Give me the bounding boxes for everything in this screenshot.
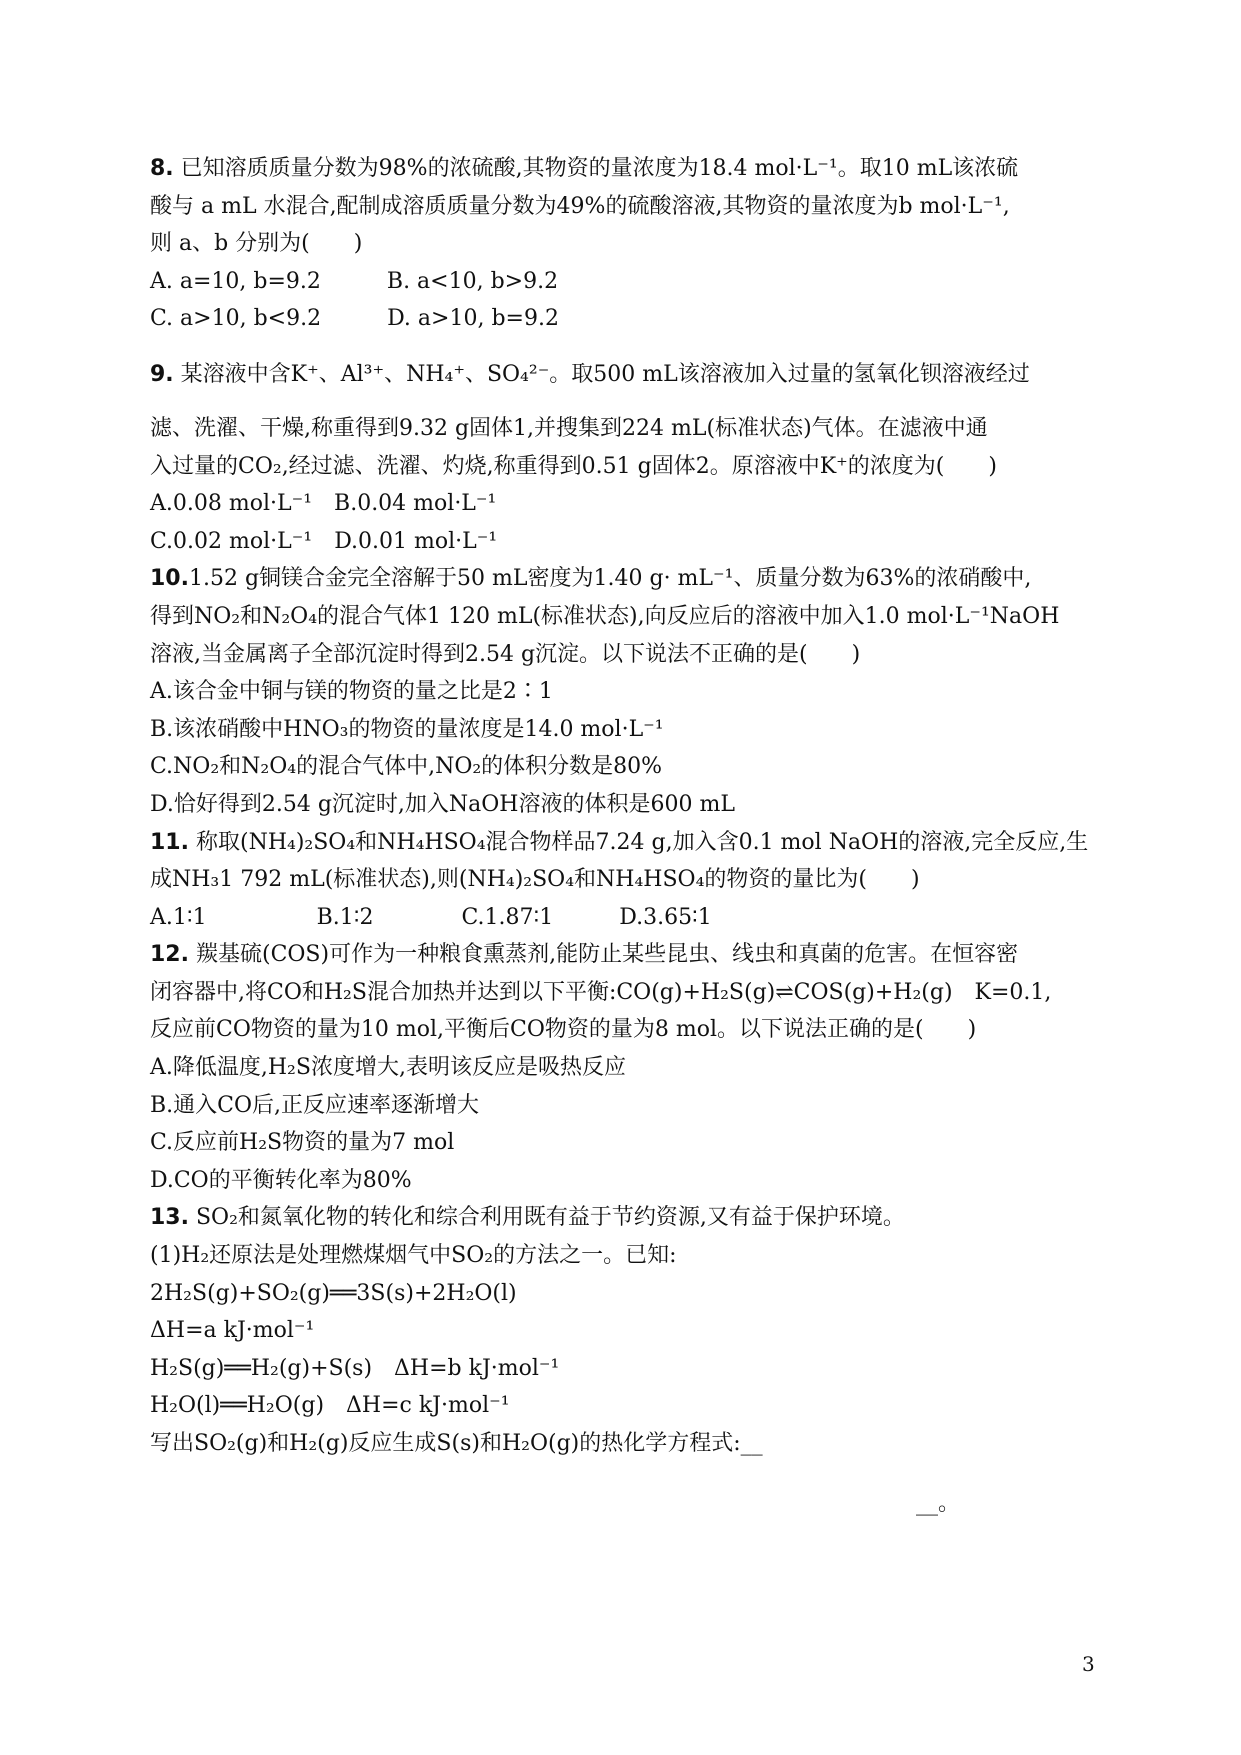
option-row: C.反应前H₂S物资的量为7 mol [150, 1130, 455, 1156]
option-row: D.恰好得到2.54 g沉淀时,加入NaOH溶液的体积是600 mL [150, 791, 735, 817]
option-row: A.1∶1 B.1∶2 C.1.87∶1 D.3.65∶1 [150, 904, 712, 930]
question-10 [150, 560, 1110, 823]
question-text: SO₂和氮氧化物的转化和综合利用既有益于节约资源,又有益于保护环境。 [195, 1205, 905, 1231]
question-text: 写出SO₂(g)和H₂(g)反应生成S(s)和H₂O(g)的热化学方程式:__ [150, 1431, 763, 1456]
option-row: B.通入CO后,正反应速率逐渐增大 [150, 1092, 480, 1118]
option-row: A.降低温度,H₂S浓度增大,表明该反应是吸热反应 [150, 1055, 626, 1081]
question-number: 10. [150, 566, 189, 592]
equation: ΔH=a kJ·mol⁻¹ [150, 1318, 315, 1344]
question-text: 滤、洗濯、干燥,称重得到9.32 g固体1,并搜集到224 mL(标准状态)气体。在滤液中通 [150, 415, 988, 441]
equation: H₂S(g)══H₂(g)+S(s) ΔH=b kJ·mol⁻¹ [150, 1355, 560, 1381]
question-text: 溶液,当金属离子全部沉淀时得到2.54 g沉淀。以下说法不正确的是( ) [150, 641, 861, 667]
question-text: 则 a、b 分别为( ) [150, 231, 363, 257]
option-row: B.该浓硝酸中HNO₃的物资的量浓度是14.0 mol·L⁻¹ [150, 716, 664, 742]
option-row: C.NO₂和N₂O₄的混合气体中,NO₂的体积分数是80% [150, 754, 663, 780]
equation: H₂O(l)══H₂O(g) ΔH=c kJ·mol⁻¹ [150, 1393, 510, 1419]
question-text: 羰基硫(COS)可作为一种粮食熏蒸剂,能防止某些昆虫、线虫和真菌的危害。在恒容密 [195, 942, 1019, 968]
question-number: 8. [150, 156, 174, 181]
option-row: D.CO的平衡转化率为80% [150, 1167, 412, 1193]
question-11 [150, 824, 1110, 937]
question-text: 得到NO₂和N₂O₄的混合气体1 120 mL(标准状态),向反应后的溶液中加入1.0 mol·L⁻¹NaOH [150, 603, 1060, 629]
equation: 2H₂S(g)+SO₂(g)══3S(s)+2H₂O(l) [150, 1280, 517, 1306]
question-12 [150, 936, 1110, 1199]
question-text: 已知溶质质量分数为98%的浓硫酸,其物资的量浓度为18.4 mol·L⁻¹。取10 mL该浓硫 [180, 156, 1019, 181]
question-text: 称取(NH₄)₂SO₄和NH₄HSO₄混合物样品7.24 g,加入含0.1 mol NaOH的溶液,完全反应,生 [195, 829, 1089, 855]
question-number: 11. [150, 829, 189, 855]
document-body [150, 150, 1110, 1522]
question-text: 反应前CO物资的量为10 mol,平衡后CO物资的量为8 mol。以下说法正确的是( ) [150, 1017, 977, 1043]
question-number: 13. [150, 1205, 189, 1231]
answer-blank-tail: __。 [915, 1490, 960, 1516]
question-text: 入过量的CO₂,经过滤、洗濯、灼烧,称重得到0.51 g固体2。原溶液中K⁺的浓度为( ) [150, 453, 997, 479]
question-13 [150, 1199, 1110, 1522]
question-text: 1.52 g铜镁合金完全溶解于50 mL密度为1.40 g· mL⁻¹、质量分数为63%的浓硝酸中, [188, 566, 1032, 592]
question-text: 酸与 a mL 水混合,配制成溶质质量分数为49%的硫酸溶液,其物资的量浓度为b mol·L⁻¹, [150, 193, 1010, 219]
question-8 [150, 150, 1110, 338]
question-text: 闭容器中,将CO和H₂S混合加热并达到以下平衡:CO(g)+H₂S(g)⇌COS(g)+H₂(g) K=0.1, [150, 979, 1052, 1005]
option-row: C. a>10, b<9.2 D. a>10, b=9.2 [150, 306, 559, 332]
option-row: A. a=10, b=9.2 B. a<10, b>9.2 [150, 268, 559, 294]
question-9 [150, 352, 1110, 560]
question-text: 某溶液中含K⁺、Al³⁺、NH₄⁺、SO₄²⁻。取500 mL该溶液加入过量的氢氧化钡溶液经过 [180, 361, 1030, 387]
option-row: C.0.02 mol·L⁻¹ D.0.01 mol·L⁻¹ [150, 528, 498, 554]
question-number: 9. [150, 361, 174, 387]
option-row: A.该合金中铜与镁的物资的量之比是2∶1 [150, 679, 553, 705]
question-text: 成NH₃1 792 mL(标准状态),则(NH₄)₂SO₄和NH₄HSO₄的物资的量比为( ) [150, 867, 920, 893]
option-row: A.0.08 mol·L⁻¹ B.0.04 mol·L⁻¹ [150, 491, 497, 517]
page-number: 3 [1082, 1652, 1095, 1676]
question-text: (1)H₂还原法是处理燃煤烟气中SO₂的方法之一。已知: [150, 1243, 677, 1269]
question-number: 12. [150, 942, 189, 968]
